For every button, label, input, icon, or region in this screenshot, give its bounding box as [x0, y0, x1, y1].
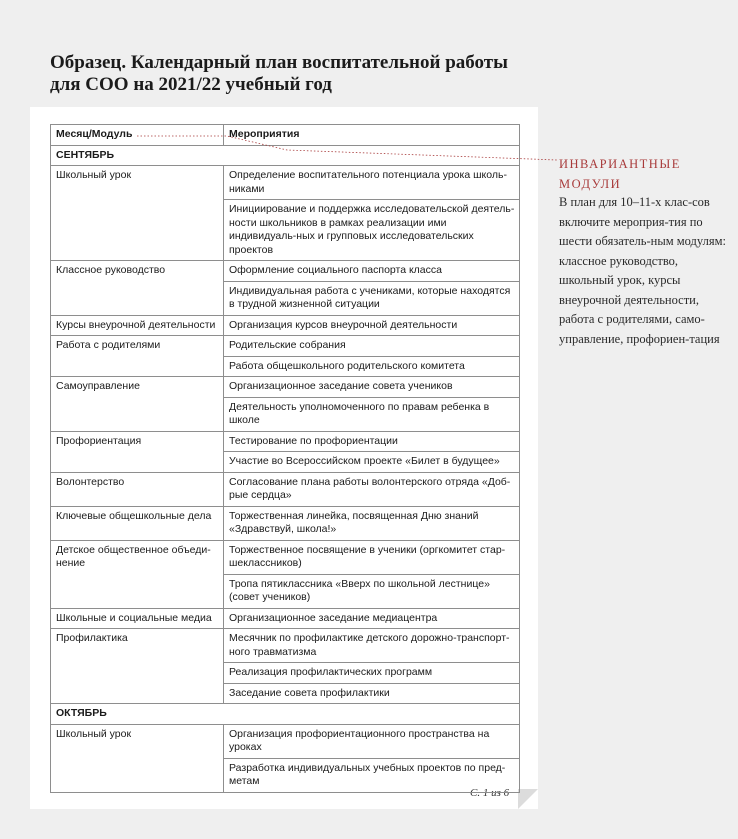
header-module: Месяц/Модуль: [51, 125, 224, 146]
callout-text: В план для 10–11-х клас-сов включите мероприя-тия по шести обязатель-ным модулям: классное руководство, школьный урок, курсы внеурочной деятельности, работа с родителями, само-управление, профориен-тация: [559, 195, 726, 346]
table-header-row: [51, 125, 520, 146]
event-cell: Родительские собрания: [224, 336, 520, 357]
table-row: [51, 336, 520, 357]
page-number: С. 1 из 6: [470, 787, 510, 799]
event-cell: Согласование плана работы волонтерского отряда «Доб-рые сердца»: [224, 472, 520, 506]
event-cell: Оформление социального паспорта класса: [224, 261, 520, 282]
event-cell: Тропа пятиклассника «Вверх по школьной лестнице» (совет учеников): [224, 574, 520, 608]
month-row: [51, 145, 520, 166]
table-row: [51, 377, 520, 398]
module-cell: Детское общественное объеди-нение: [51, 540, 224, 608]
table-row: [51, 431, 520, 452]
event-cell: Организация профориентационного пространства на уроках: [224, 724, 520, 758]
plan-table: [50, 124, 520, 793]
module-cell: Ключевые общешкольные дела: [51, 506, 224, 540]
page-title: Образец. Календарный план воспитательной работы для СОО на 2021/22 учебный год: [50, 52, 508, 95]
event-cell: Участие во Всероссийском проекте «Билет в будущее»: [224, 452, 520, 473]
event-cell: Разработка индивидуальных учебных проектов по пред-метам: [224, 758, 520, 792]
event-cell: Организационное заседание совета учеников: [224, 377, 520, 398]
event-cell: Заседание совета профилактики: [224, 683, 520, 704]
plan-table-body: [51, 145, 520, 792]
table-row: [51, 472, 520, 506]
module-cell: Профилактика: [51, 629, 224, 704]
month-row: [51, 704, 520, 725]
event-cell: Инициирование и поддержка исследовательской деятель-ности школьников в рамках реализации ими индивидуаль-ных и групповых исследовательских проектов: [224, 200, 520, 261]
module-cell: Самоуправление: [51, 377, 224, 432]
event-cell: Организация курсов внеурочной деятельности: [224, 315, 520, 336]
header-events: Мероприятия: [224, 125, 520, 146]
table-row: [51, 608, 520, 629]
module-cell: Школьный урок: [51, 166, 224, 261]
event-cell: Месячник по профилактике детского дорожно-транспорт-ного травматизма: [224, 629, 520, 663]
event-cell: Торжественная линейка, посвященная Дню знаний «Здравствуй, школа!»: [224, 506, 520, 540]
event-cell: Тестирование по профориентации: [224, 431, 520, 452]
event-cell: Работа общешкольного родительского комитета: [224, 356, 520, 377]
month-label: ОКТЯБРЬ: [51, 704, 520, 725]
table-row: [51, 629, 520, 663]
table-row: [51, 166, 520, 200]
module-cell: Работа с родителями: [51, 336, 224, 377]
table-row: [51, 315, 520, 336]
module-cell: Курсы внеурочной деятельности: [51, 315, 224, 336]
module-cell: Школьные и социальные медиа: [51, 608, 224, 629]
month-label: СЕНТЯБРЬ: [51, 145, 520, 166]
table-row: [51, 724, 520, 758]
table-row: [51, 261, 520, 282]
module-cell: Классное руководство: [51, 261, 224, 316]
event-cell: Индивидуальная работа с учениками, которые находятся в трудной жизненной ситуации: [224, 281, 520, 315]
table-row: [51, 506, 520, 540]
table-row: [51, 540, 520, 574]
event-cell: Деятельность уполномоченного по правам ребенка в школе: [224, 397, 520, 431]
module-cell: Профориентация: [51, 431, 224, 472]
event-cell: Организационное заседание медиацентра: [224, 608, 520, 629]
callout-title: ИНВАРИАНТНЫЕ МОДУЛИ: [559, 157, 681, 191]
event-cell: Определение воспитательного потенциала урока школь-никами: [224, 166, 520, 200]
event-cell: Торжественное посвящение в ученики (оргкомитет стар-шеклассников): [224, 540, 520, 574]
module-cell: Школьный урок: [51, 724, 224, 792]
module-cell: Волонтерство: [51, 472, 224, 506]
event-cell: Реализация профилактических программ: [224, 663, 520, 684]
